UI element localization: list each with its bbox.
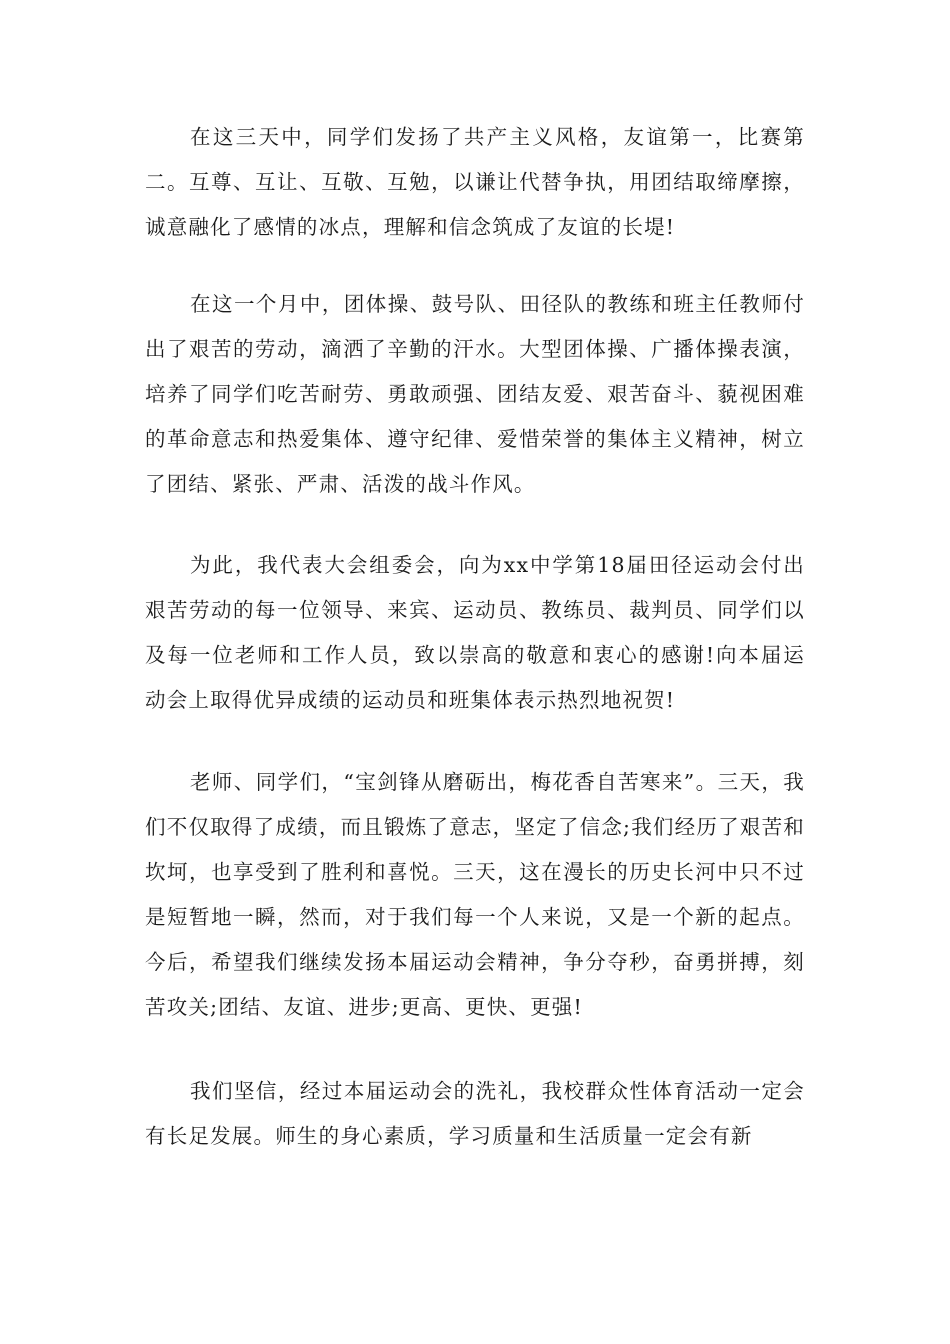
paragraph: 老师、同学们，“宝剑锋从磨砺出，梅花香自苦寒来”。三天，我们不仅取得了成绩，而且锻炼了意志，坚定了信念;我们经历了艰苦和坎坷，也享受到了胜利和喜悦。三天，这在漫长的历史长河中只不过是短暂地一瞬，然而，对于我们每一个人来说，又是一个新的起点。今后，希望我们继续发扬本届运动会精神，争分夺秒，奋勇拼搏，刻苦攻关;团结、友谊、进步;更高、更快、更强! [145,770,805,1019]
paragraph: 为此，我代表大会组委会，向为xx中学第18届田径运动会付出艰苦劳动的每一位领导、来宾、运动员、教练员、裁判员、同学们以及每一位老师和工作人员，致以崇高的敬意和衷心的感谢!向本届运动会上取得优异成绩的运动员和班集体表示热烈地祝贺! [145,553,805,712]
paragraph: 我们坚信，经过本届运动会的洗礼，我校群众性体育活动一定会有长足发展。师生的身心素质，学习质量和生活质量一定会有新 [145,1079,805,1148]
paragraph: 在这一个月中，团体操、鼓号队、田径队的教练和班主任教师付出了艰苦的劳动，滴洒了辛勤的汗水。大型团体操、广播体操表演，培养了同学们吃苦耐劳、勇敢顽强、团结友爱、艰苦奋斗、藐视困难的革命意志和热爱集体、遵守纪律、爱惜荣誉的集体主义精神，树立了团结、紧张、严肃、活泼的战斗作风。 [145,292,805,496]
paragraph: 在这三天中，同学们发扬了共产主义风格，友谊第一，比赛第二。互尊、互让、互敬、互勉，以谦让代替争执，用团结取缔摩擦，诚意融化了感情的冰点，理解和信念筑成了友谊的长堤! [145,125,805,239]
